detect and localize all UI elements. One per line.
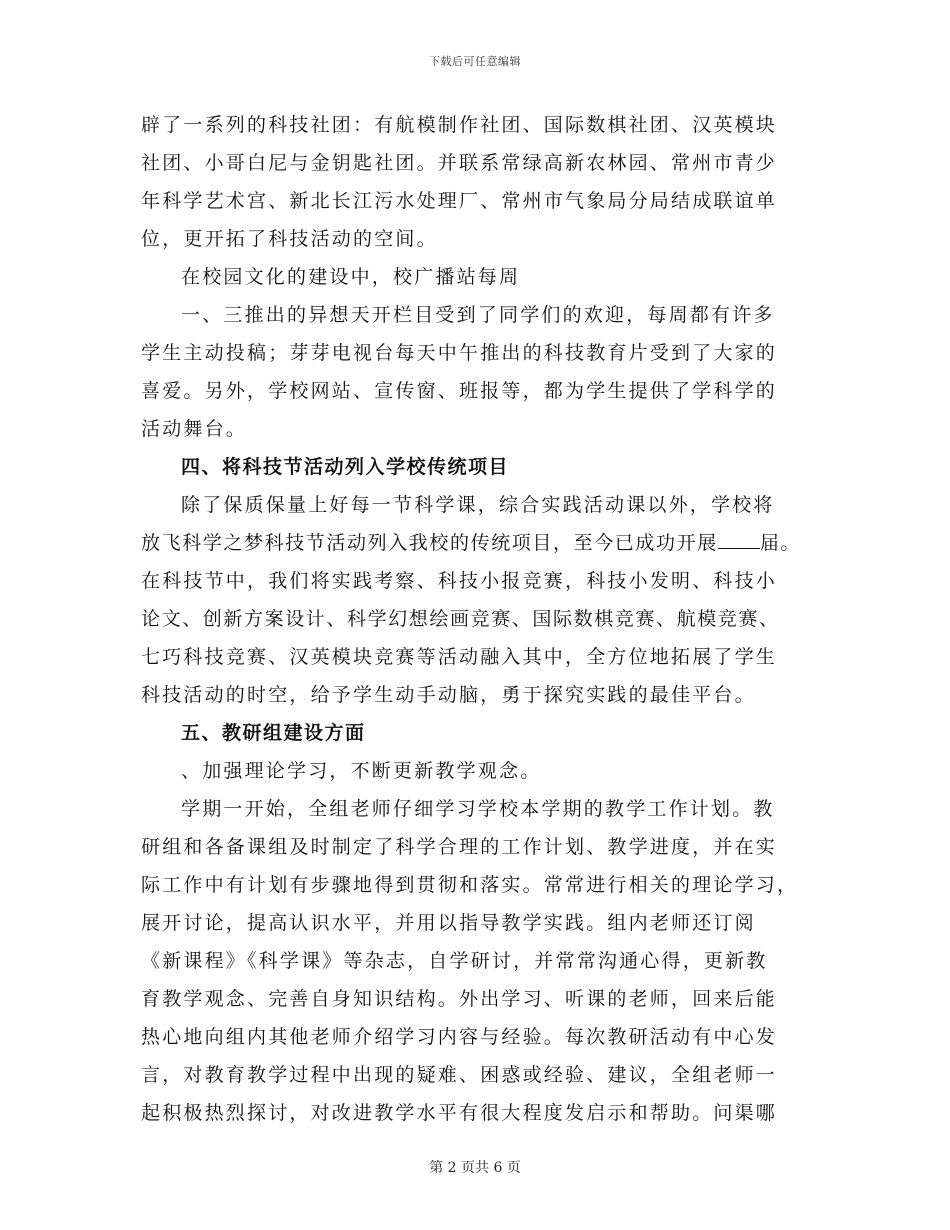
paragraph-line: 在科技节中，我们将实践考察、科技小报竞赛，科技小发明、科技小 — [141, 570, 778, 592]
paragraph-line: 科技活动的时空，给予学生动手动脑，勇于探究实践的最佳平台。 — [141, 684, 756, 706]
paragraph-line: 际工作中有计划有步骤地得到贯彻和落实。常常进行相关的理论学习， — [141, 874, 799, 896]
paragraph-line: 在校园文化的建设中，校广播站每周 — [181, 266, 521, 288]
paragraph-line: 起积极热烈探讨，对改进教学水平有很大程度发启示和帮助。问渠哪 — [141, 1102, 778, 1124]
page-header: 下载后可任意编辑 — [429, 55, 521, 68]
paragraph-line: 学期一开始，全组老师仔细学习学校本学期的教学工作计划。教 — [181, 798, 775, 820]
section-heading: 五、教研组建设方面 — [181, 722, 366, 744]
paragraph-line: 学生主动投稿；芽芽电视台每天中午推出的科技教育片受到了大家的 — [141, 342, 778, 364]
paragraph-line: 社团、小哥白尼与金钥匙社团。并联系常绿高新农林园、常州市青少 — [141, 152, 778, 174]
paragraph-line: 除了保质保量上好每一节科学课，综合实践活动课以外，学校将 — [181, 494, 775, 516]
document-body — [141, 106, 831, 1132]
section-heading: 四、将科技节活动列入学校传统项目 — [181, 456, 510, 478]
paragraph-line: 辟了一系列的科技社团：有航模制作社团、国际数棋社团、汉英模块 — [141, 114, 778, 136]
fill-in-blank — [718, 526, 760, 549]
paragraph-line: 论文、创新方案设计、科学幻想绘画竞赛、国际数棋竞赛、航模竞赛、 — [141, 608, 780, 630]
line-text: 届。 — [759, 532, 802, 554]
paragraph-line: 活动舞台。 — [141, 418, 248, 440]
page-footer: 第 2 页共 6 页 — [429, 1160, 521, 1176]
paragraph-line: 热心地向组内其他老师介绍学习内容与经验。每次教研活动有中心发 — [141, 1026, 778, 1048]
paragraph-line: 展开讨论，提高认识水平，并用以指导教学实践。组内老师还订阅 — [141, 912, 756, 934]
paragraph-line: 、加强理论学习，不断更新教学观念。 — [181, 760, 542, 782]
paragraph-line — [141, 524, 831, 562]
paragraph-line: 研组和各备课组及时制定了科学合理的工作计划、教学进度，并在实 — [141, 836, 778, 858]
paragraph-line: 《新课程》《科学课》等杂志，自学研讨，并常常沟通心得，更新教 — [141, 950, 768, 972]
paragraph-line: 年科学艺术宫、新北长江污水处理厂、常州市气象局分局结成联谊单 — [141, 190, 778, 212]
paragraph-line: 喜爱。另外，学校网站、宣传窗、班报等，都为学生提供了学科学的 — [141, 380, 778, 402]
line-text: 放飞科学之梦科技节活动列入我校的传统项目，至今已成功开展 — [141, 532, 718, 554]
paragraph-line: 一、三推出的异想天开栏目受到了同学们的欢迎，每周都有许多 — [181, 304, 775, 326]
paragraph-line: 言，对教育教学过程中出现的疑难、困惑或经验、建议，全组老师一 — [141, 1064, 778, 1086]
paragraph-line: 育教学观念、完善自身知识结构。外出学习、听课的老师，回来后能 — [141, 988, 778, 1010]
paragraph-line: 位，更开拓了科技活动的空间。 — [141, 228, 438, 250]
paragraph-line: 七巧科技竞赛、汉英模块竞赛等活动融入其中，全方位地拓展了学生 — [141, 646, 778, 668]
